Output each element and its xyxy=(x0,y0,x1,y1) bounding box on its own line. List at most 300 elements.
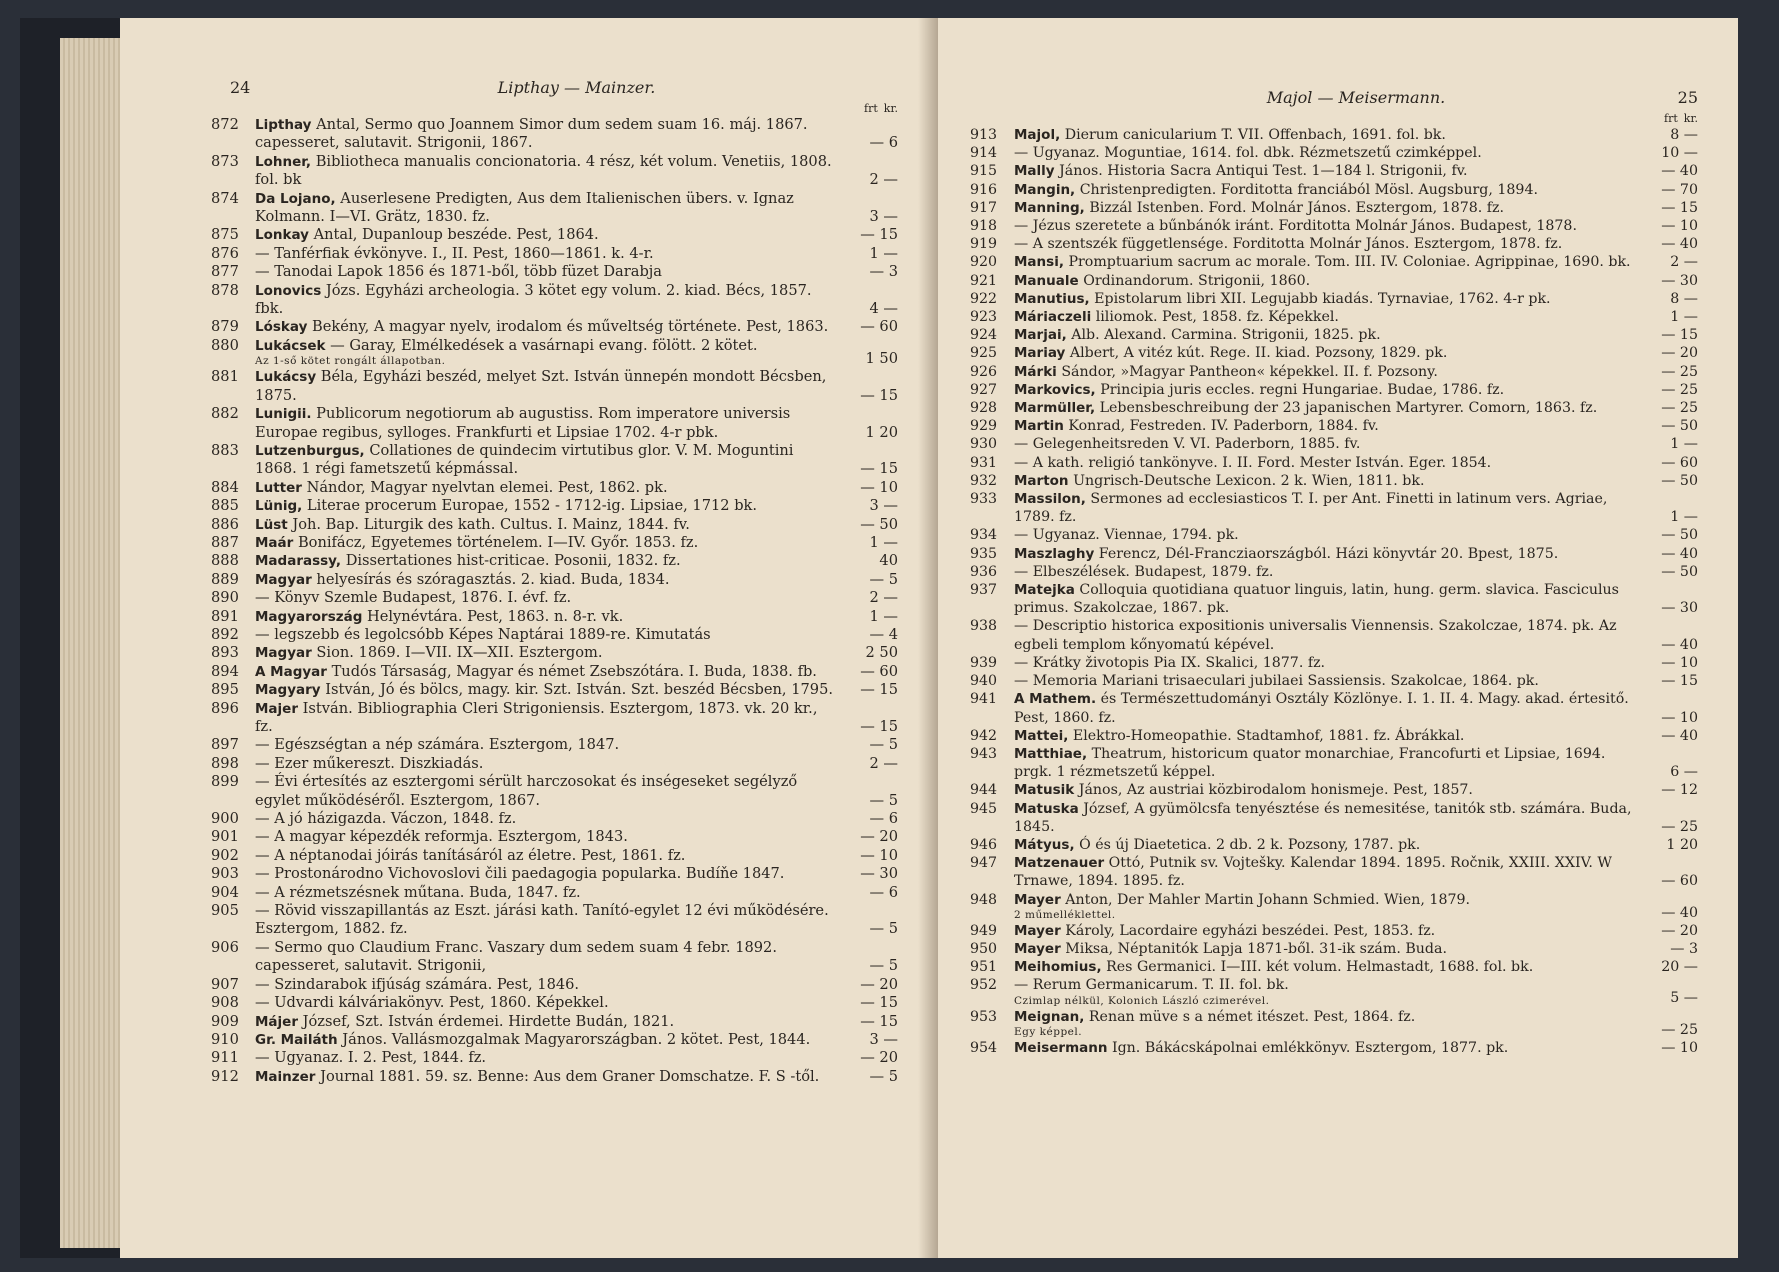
entry-text: István, Jó és bölcs, magy. kir. Szt. István. Szt. beszéd Bécsben, 1795. xyxy=(325,681,833,699)
entry-number: 945 xyxy=(970,800,998,817)
catalog-entry xyxy=(970,563,1698,581)
entry-author: Lonkay xyxy=(255,227,309,244)
entry-price: — 15 xyxy=(860,994,898,1012)
entry-author: Maszlaghy xyxy=(1014,545,1095,562)
catalog-entry xyxy=(211,570,898,589)
entry-text: Alb. Alexand. Carmina. Strigonii, 1825. pk. xyxy=(1071,327,1381,344)
entry-number: 910 xyxy=(211,1030,239,1048)
entry-list xyxy=(211,116,898,1086)
entry-text: Miksa, Néptanitók Lapja 1871-ből. 31-ik szám. Buda. xyxy=(1065,940,1447,957)
entry-text: — Egészségtan a nép számára. Esztergom, 1847. xyxy=(255,736,620,754)
catalog-entry xyxy=(970,545,1698,563)
entry-number: 896 xyxy=(211,699,239,717)
entry-price: 2 — xyxy=(869,754,898,772)
entry-price: — 25 xyxy=(1661,381,1698,398)
entry-price: 1 20 xyxy=(1666,836,1698,853)
entry-text: Bonifácz, Egyetemes történelem. I—IV. Győr. 1853. fz. xyxy=(297,533,699,551)
entry-author: Magyary xyxy=(255,682,321,699)
entry-price: — 15 xyxy=(1661,327,1698,344)
catalog-entry xyxy=(970,454,1698,472)
entry-number: 876 xyxy=(211,244,239,262)
entry-author: Majer xyxy=(255,700,298,717)
entry-price: 40 xyxy=(879,552,898,570)
entry-text: Sándor, »Magyar Pantheon« képekkel. II. f. Pozsony. xyxy=(1061,363,1438,380)
catalog-entry xyxy=(970,290,1698,308)
entry-text: Józs. Egyházi archeologia. 3 kötet egy volum. 2. kiad. Bécs, 1857. fbk. xyxy=(255,281,812,318)
entry-text: József, A gyümölcsfa tenyésztése és nemesitése, tanitók stb. számára. Buda, 1845. xyxy=(1014,800,1632,835)
entry-price: — 3 xyxy=(1670,940,1698,957)
entry-price: — 15 xyxy=(860,681,898,699)
entry-price: 20 — xyxy=(1661,959,1698,976)
left-page xyxy=(120,18,938,1258)
entry-price: — 25 xyxy=(1661,818,1698,835)
entry-text: Publicorum negotiorum ab augustiss. Rom imperatore universis Europae regibus, sylloges. Frankfurti et Lipsiae 1702. 4-r pbk. xyxy=(255,405,791,441)
entry-author: Markovics, xyxy=(1014,381,1096,398)
entry-author: Majol, xyxy=(1014,127,1061,143)
entry-author: Matusik xyxy=(1014,782,1075,799)
catalog-entry xyxy=(970,363,1698,381)
entry-number: 905 xyxy=(211,902,239,920)
entry-text: István. Bibliographia Cleri Strigoniensis. Esztergom, 1873. vk. 20 kr., fz. xyxy=(255,699,818,735)
entry-price: — 20 xyxy=(860,1049,898,1067)
entry-number: 886 xyxy=(211,515,239,533)
entry-text: — Udvardi kálváriakönyv. Pest, 1860. Képekkel. xyxy=(255,994,609,1012)
entry-text: — Ugyanaz. I. 2. Pest, 1844. fz. xyxy=(255,1049,487,1067)
catalog-entry xyxy=(970,617,1698,653)
entry-number: 929 xyxy=(970,418,998,435)
entry-text: Béla, Egyházi beszéd, melyet Szt. István ünnepén mondott Bécsben, 1875. xyxy=(255,368,827,404)
entry-number: 880 xyxy=(211,336,239,354)
catalog-entry xyxy=(211,116,898,153)
catalog-entry xyxy=(211,994,898,1012)
entry-number: 902 xyxy=(211,846,239,864)
entry-price: 1 — xyxy=(869,244,898,262)
entry-price: 1 — xyxy=(869,607,898,625)
entry-text: Literae procerum Europae, 1552 - 1712-ig. Lipsiae, 1712 bk. xyxy=(306,497,758,515)
entry-number: 923 xyxy=(970,309,998,326)
entry-number: 952 xyxy=(970,977,998,994)
catalog-entry xyxy=(211,883,898,902)
entry-text: Ordinandorum. Strigonii, 1860. xyxy=(1083,272,1311,289)
entry-note: Czimlap nélkül, Kolonich László czimerével. xyxy=(1014,994,1270,1007)
entry-price: 8 — xyxy=(1670,127,1698,143)
entry-price: 1 — xyxy=(1670,436,1698,453)
entry-price: — 30 xyxy=(1661,272,1698,289)
entry-price: — 20 xyxy=(860,828,898,846)
entry-number: 922 xyxy=(970,290,998,307)
entry-number: 873 xyxy=(211,152,239,170)
entry-text: — Prostonárodno Vichovoslovi čili paedagogia popularka. Budíňe 1847. xyxy=(255,865,785,883)
entry-number: 938 xyxy=(970,618,998,635)
entry-author: Meihomius, xyxy=(1014,959,1102,976)
entry-number: 935 xyxy=(970,545,998,562)
entry-number: 883 xyxy=(211,441,239,459)
entry-number: 941 xyxy=(970,691,998,708)
entry-price: — 5 xyxy=(869,920,898,938)
entry-author: Matthiae, xyxy=(1014,745,1088,762)
catalog-entry xyxy=(970,381,1698,399)
entry-text: Elektro-Homeopathie. Stadtamhof, 1881. fz. Ábrákkal. xyxy=(1072,727,1465,744)
entry-price: — 5 xyxy=(869,957,898,975)
catalog-entry xyxy=(211,736,898,754)
entry-number: 879 xyxy=(211,318,239,336)
entry-price: — 50 xyxy=(1661,527,1698,544)
catalog-entry xyxy=(970,854,1698,890)
catalog-entry xyxy=(970,308,1698,326)
entry-price: — 60 xyxy=(1661,454,1698,471)
running-head: Majol — Meisermann. xyxy=(1266,88,1446,107)
catalog-entry xyxy=(970,976,1698,1007)
catalog-entry xyxy=(211,607,898,626)
entry-number: 950 xyxy=(970,940,998,957)
entry-price: — 20 xyxy=(1661,345,1698,362)
entry-author: A Magyar xyxy=(255,663,327,680)
entry-number: 898 xyxy=(211,754,239,772)
entry-price: — 20 xyxy=(1661,922,1698,939)
entry-text: — Sermo quo Claudium Franc. Vaszary dum sedem suam 4 febr. 1892. capesseret, salutavit. Strigonii, xyxy=(255,938,777,975)
entry-note: 2 műmelléklettel. xyxy=(1014,908,1116,921)
catalog-entry xyxy=(211,533,898,552)
entry-author: Lukácsy xyxy=(255,369,317,386)
entry-price: 3 — xyxy=(869,208,898,226)
catalog-entry xyxy=(970,126,1698,144)
entry-number: 934 xyxy=(970,527,998,544)
entry-number: 932 xyxy=(970,472,998,489)
entry-author: Lohner, xyxy=(255,153,312,170)
entry-text: Christenpredigten. Forditotta franciából Mösl. Augsburg, 1894. xyxy=(1079,181,1538,198)
entry-text: — A magyar képezdék reformja. Esztergom, 1843. xyxy=(255,828,628,846)
entry-price: — 10 xyxy=(860,478,898,496)
entry-text: Anton, Der Mahler Martin Johann Schmied. Wien, 1879. xyxy=(1065,891,1471,908)
entry-number: 933 xyxy=(970,491,998,508)
entry-price: — 20 xyxy=(860,975,898,993)
entry-author: Marmüller, xyxy=(1014,400,1096,417)
entry-price: — 25 xyxy=(1661,363,1698,380)
entry-number: 882 xyxy=(211,405,239,423)
entry-text: Bekény, A magyar nyelv, irodalom és műveltség története. Pest, 1863. xyxy=(312,318,829,336)
entry-author: Meignan, xyxy=(1014,1008,1085,1025)
entry-text: Antal, Sermo quo Joannem Simor dum sedem suam 16. máj. 1867. capesseret, salutavit. Strigonii, 1867. xyxy=(255,116,808,152)
entry-author: Mally xyxy=(1014,163,1055,180)
entry-number: 953 xyxy=(970,1008,998,1025)
entry-price: 1 — xyxy=(1670,309,1698,326)
catalog-entry xyxy=(970,922,1698,940)
entry-number: 916 xyxy=(970,181,998,198)
entry-number: 924 xyxy=(970,327,998,344)
entry-price: 10 — xyxy=(1661,145,1698,162)
entry-number: 943 xyxy=(970,745,998,762)
catalog-entry xyxy=(970,690,1698,726)
entry-author: Lüst xyxy=(255,516,288,533)
catalog-entry xyxy=(211,754,898,773)
entry-price: 6 — xyxy=(1670,764,1698,781)
entry-number: 894 xyxy=(211,662,239,680)
entry-number: 918 xyxy=(970,218,998,235)
entry-text: helyesírás és szóragasztás. 2. kiad. Buda, 1834. xyxy=(316,570,670,588)
price-column-header xyxy=(1014,112,1698,126)
entry-number: 892 xyxy=(211,625,239,643)
entry-number: 893 xyxy=(211,644,239,662)
entry-author: Martin xyxy=(1014,418,1064,435)
entry-number: 931 xyxy=(970,454,998,471)
entry-price: — 30 xyxy=(860,865,898,883)
entry-number: 936 xyxy=(970,563,998,580)
entry-price: 1 — xyxy=(869,533,898,551)
entry-author: Meisermann xyxy=(1014,1039,1108,1056)
catalog-entry xyxy=(970,745,1698,781)
entry-number: 874 xyxy=(211,189,239,207)
entry-number: 888 xyxy=(211,552,239,570)
entry-price: — 5 xyxy=(869,791,898,809)
left-page-header xyxy=(230,78,898,102)
catalog-entry xyxy=(211,846,898,865)
entry-text: Promptuarium sacrum ac morale. Tom. III. IV. Coloniae. Agrippinae, 1690. bk. xyxy=(1068,254,1631,271)
catalog-entry xyxy=(211,699,898,737)
entry-number: 909 xyxy=(211,1012,239,1030)
entry-text: — Rövid visszapillantás az Eszt. járási kath. Tanító-egylet 12 évi működésére. Esztergom, 1882. fz. xyxy=(255,902,829,938)
entry-author: A Mathem. xyxy=(1014,691,1097,708)
entry-price: — 15 xyxy=(860,718,898,735)
entry-author: Lunigii. xyxy=(255,406,312,423)
entry-author: Mayer xyxy=(1014,940,1061,957)
entry-number: 889 xyxy=(211,570,239,588)
catalog-entry xyxy=(211,902,898,939)
entry-price: 4 — xyxy=(869,300,898,318)
entry-number: 947 xyxy=(970,855,998,872)
catalog-entry xyxy=(970,417,1698,435)
entry-number: 925 xyxy=(970,345,998,362)
entry-number: 901 xyxy=(211,828,239,846)
catalog-entry xyxy=(211,189,898,227)
entry-text: — Descriptio historica expositionis universalis Viennensis. Szakolczae, 1874. pk. Az egbeli templom kőnyomatú képével. xyxy=(1014,618,1617,653)
entry-author: Magyar xyxy=(255,645,312,662)
page-number: 25 xyxy=(1677,88,1698,107)
price-column-header xyxy=(255,102,898,116)
entry-text: Ferencz, Dél-Francziaországból. Házi könyvtár 20. Bpest, 1875. xyxy=(1098,545,1559,562)
entry-text: — Tanférfiak évkönyve. I., II. Pest, 1860—1861. k. 4-r. xyxy=(255,244,654,262)
entry-price: — 3 xyxy=(869,263,898,281)
entry-price: 2 — xyxy=(1670,254,1698,271)
entry-number: 914 xyxy=(970,145,998,162)
catalog-entry xyxy=(970,940,1698,958)
catalog-entry xyxy=(970,472,1698,490)
catalog-entry xyxy=(211,810,898,828)
catalog-entry xyxy=(970,272,1698,290)
entry-author: Manuale xyxy=(1014,272,1079,289)
entry-author: Mariay xyxy=(1014,345,1066,362)
entry-text: Ottó, Putnik sv. Vojtešky. Kalendar 1894. 1895. Ročnik, XXIII. XXIV. W Trnawe, 1894. 1895. fz. xyxy=(1014,855,1612,890)
col-kr: kr. xyxy=(1683,112,1698,125)
entry-price: — 50 xyxy=(1661,418,1698,435)
entry-text: — Krátky životopis Pia IX. Skalici, 1877. fz. xyxy=(1014,654,1326,671)
entry-number: 872 xyxy=(211,116,239,133)
catalog-entry xyxy=(970,1039,1698,1057)
entry-author: Lutter xyxy=(255,479,302,496)
entry-number: 904 xyxy=(211,883,239,901)
entry-number: 949 xyxy=(970,922,998,939)
entry-price: — 40 xyxy=(1661,236,1698,253)
catalog-entry xyxy=(211,1067,898,1086)
entry-number: 937 xyxy=(970,582,998,599)
entry-price: — 60 xyxy=(860,662,898,680)
entry-number: 877 xyxy=(211,263,239,281)
entry-price: — 15 xyxy=(860,386,898,404)
entry-text: Antal, Dupanloup beszéde. Pest, 1864. xyxy=(313,226,599,244)
entry-price: — 12 xyxy=(1661,782,1698,799)
catalog-entry xyxy=(211,318,898,336)
entry-price: — 6 xyxy=(869,883,898,901)
entry-author: Magyar xyxy=(255,571,312,588)
entry-price: — 10 xyxy=(1661,218,1698,235)
entry-price: — 15 xyxy=(1661,199,1698,216)
entry-text: János. Historia Sacra Antiqui Test. 1—184 l. Strigonii, fv. xyxy=(1059,163,1468,180)
entry-number: 906 xyxy=(211,938,239,956)
entry-note: Az 1-ső kötet rongált állapotban. xyxy=(255,355,446,368)
entry-number: 900 xyxy=(211,810,239,828)
entry-number: 907 xyxy=(211,975,239,993)
catalog-entry xyxy=(211,828,898,846)
entry-price: 3 — xyxy=(869,497,898,515)
entry-text: Károly, Lacordaire egyházi beszédei. Pest, 1853. fz. xyxy=(1065,922,1436,939)
entry-author: Mattei, xyxy=(1014,727,1069,744)
catalog-entry xyxy=(970,199,1698,217)
entry-text: Konrad, Festreden. IV. Paderborn, 1884. fv. xyxy=(1068,418,1379,435)
catalog-entry xyxy=(970,435,1698,453)
catalog-entry xyxy=(211,152,898,190)
entry-number: 915 xyxy=(970,163,998,180)
catalog-entry xyxy=(211,644,898,662)
entry-price: — 15 xyxy=(1661,673,1698,690)
entry-author: Massilon, xyxy=(1014,491,1086,508)
catalog-entry xyxy=(211,405,898,442)
catalog-entry xyxy=(970,1008,1698,1039)
entry-text: Lebensbeschreibung der 23 japanischen Martyrer. Comorn, 1863. fz. xyxy=(1099,400,1598,417)
entry-author: Matzenauer xyxy=(1014,855,1105,872)
entry-number: 878 xyxy=(211,281,239,299)
entry-price: — 5 xyxy=(869,1067,898,1085)
entry-price: 3 — xyxy=(869,1030,898,1048)
entry-price: — 70 xyxy=(1661,181,1698,198)
entry-number: 946 xyxy=(970,836,998,853)
entry-text: — Tanodai Lapok 1856 és 1871-ből, több füzet Darabja xyxy=(255,263,663,281)
catalog-entry xyxy=(211,681,898,699)
catalog-entry xyxy=(211,281,898,319)
entry-price: — 60 xyxy=(860,318,898,336)
catalog-entry xyxy=(211,1030,898,1049)
entry-author: Mátyus, xyxy=(1014,836,1075,853)
entry-number: 919 xyxy=(970,236,998,253)
entry-number: 908 xyxy=(211,994,239,1012)
entry-price: — 6 xyxy=(869,810,898,828)
entry-text: Epistolarum libri XII. Legujabb kiadás. Tyrnaviae, 1762. 4-r pk. xyxy=(1094,290,1551,307)
catalog-entry xyxy=(211,625,898,644)
entry-text: Journal 1881. 59. sz. Benne: Aus dem Graner Domschatze. F. S -től. xyxy=(320,1067,820,1085)
entry-text: — A rézmetszésnek műtana. Buda, 1847. fz. xyxy=(255,883,581,901)
entry-text: Res Germanici. I—III. két volum. Helmastadt, 1688. fol. bk. xyxy=(1106,959,1534,976)
entry-text: Helynévtára. Pest, 1863. n. 8-r. vk. xyxy=(367,607,624,625)
entry-text: — Gelegenheitsreden V. VI. Paderborn, 1885. fv. xyxy=(1014,436,1361,453)
catalog-entry xyxy=(970,253,1698,271)
entry-text: Sermones ad ecclesiasticos T. I. per Ant. Finetti in latinum vers. Agriae, 1789. fz. xyxy=(1014,491,1608,526)
catalog-entry xyxy=(211,244,898,263)
entry-price: — 30 xyxy=(1661,600,1698,617)
catalog-entry xyxy=(211,368,898,405)
entry-text: — Garay, Elmélkedések a vasárnapi evang. fölött. 2 kötet. xyxy=(330,336,758,354)
entry-number: 899 xyxy=(211,773,239,791)
entry-text: — Ugyanaz. Moguntiae, 1614. fol. dbk. Rézmetszetű czimképpel. xyxy=(1014,145,1482,162)
catalog-entry xyxy=(970,654,1698,672)
entry-text: — Ugyanaz. Viennae, 1794. pk. xyxy=(1014,527,1239,544)
entry-text: — A jó házigazda. Váczon, 1848. fz. xyxy=(255,810,517,828)
catalog-entry xyxy=(211,662,898,681)
entry-text: — Szindarabok ifjúság számára. Pest, 1846. xyxy=(255,975,580,993)
entry-author: Manning, xyxy=(1014,199,1085,216)
entry-author: Mayer xyxy=(1014,891,1061,908)
entry-text: Renan müve s a német itészet. Pest, 1864. fz. xyxy=(1088,1008,1416,1025)
entry-price: — 10 xyxy=(1661,1039,1698,1056)
catalog-entry xyxy=(211,1012,898,1031)
entry-number: 954 xyxy=(970,1039,998,1056)
entry-author: Marjai, xyxy=(1014,327,1067,344)
entry-text: Collationes de quindecim virtutibus glor. V. M. Moguntini 1868. 1 régi fametszetű képmással. xyxy=(255,441,794,478)
entry-number: 890 xyxy=(211,589,239,607)
catalog-entry xyxy=(970,958,1698,976)
entry-text: Dissertationes hist-criticae. Posonii, 1832. fz. xyxy=(345,552,681,570)
entry-price: 5 — xyxy=(1670,990,1698,1007)
catalog-entry xyxy=(211,263,898,281)
catalog-entry xyxy=(970,836,1698,854)
entry-text: Bizzál Istenben. Ford. Molnár János. Esztergom, 1878. fz. xyxy=(1089,199,1505,216)
entry-author: Marton xyxy=(1014,472,1069,489)
entry-number: 944 xyxy=(970,782,998,799)
entry-author: Maár xyxy=(255,534,294,551)
entry-author: Da Lojano, xyxy=(255,190,336,207)
entry-number: 927 xyxy=(970,381,998,398)
entry-number: 911 xyxy=(211,1049,239,1067)
entry-author: Mainzer xyxy=(255,1068,316,1085)
entry-price: — 5 xyxy=(869,736,898,754)
entry-text: liliomok. Pest, 1858. fz. Képekkel. xyxy=(1095,309,1339,326)
entry-number: 940 xyxy=(970,673,998,690)
running-head: Lipthay — Mainzer. xyxy=(497,78,656,97)
entry-author: Lünig, xyxy=(255,498,303,515)
catalog-entry xyxy=(211,552,898,570)
entry-price: 1 — xyxy=(1670,509,1698,526)
entry-price: — 50 xyxy=(1661,472,1698,489)
entry-text: Bibliotheca manualis concionatoria. 4 rész, két volum. Venetiis, 1808. fol. bk xyxy=(255,152,832,189)
entry-note: Egy képpel. xyxy=(1014,1025,1083,1038)
catalog-entry xyxy=(211,226,898,244)
entry-text: — A szentszék függetlensége. Forditotta Molnár János. Esztergom, 1878. fz. xyxy=(1014,236,1563,253)
entry-number: 912 xyxy=(211,1067,239,1085)
entry-price: — 50 xyxy=(860,515,898,533)
entry-number: 921 xyxy=(970,272,998,289)
col-frt: frt xyxy=(864,102,878,115)
catalog-entry xyxy=(970,344,1698,362)
entry-price: 1 50 xyxy=(865,349,898,367)
entry-number: 897 xyxy=(211,736,239,754)
catalog-entry xyxy=(970,526,1698,544)
catalog-entry xyxy=(970,800,1698,836)
catalog-entry xyxy=(211,589,898,607)
entry-text: — Ezer műkereszt. Diszkiadás. xyxy=(255,754,484,772)
entry-text: Ign. Bákácskápolnai emlékkönyv. Esztergom, 1877. pk. xyxy=(1111,1039,1509,1056)
entry-number: 928 xyxy=(970,400,998,417)
entry-number: 887 xyxy=(211,533,239,551)
entry-number: 895 xyxy=(211,681,239,699)
catalog-entry xyxy=(970,235,1698,253)
entry-price: — 60 xyxy=(1661,873,1698,890)
